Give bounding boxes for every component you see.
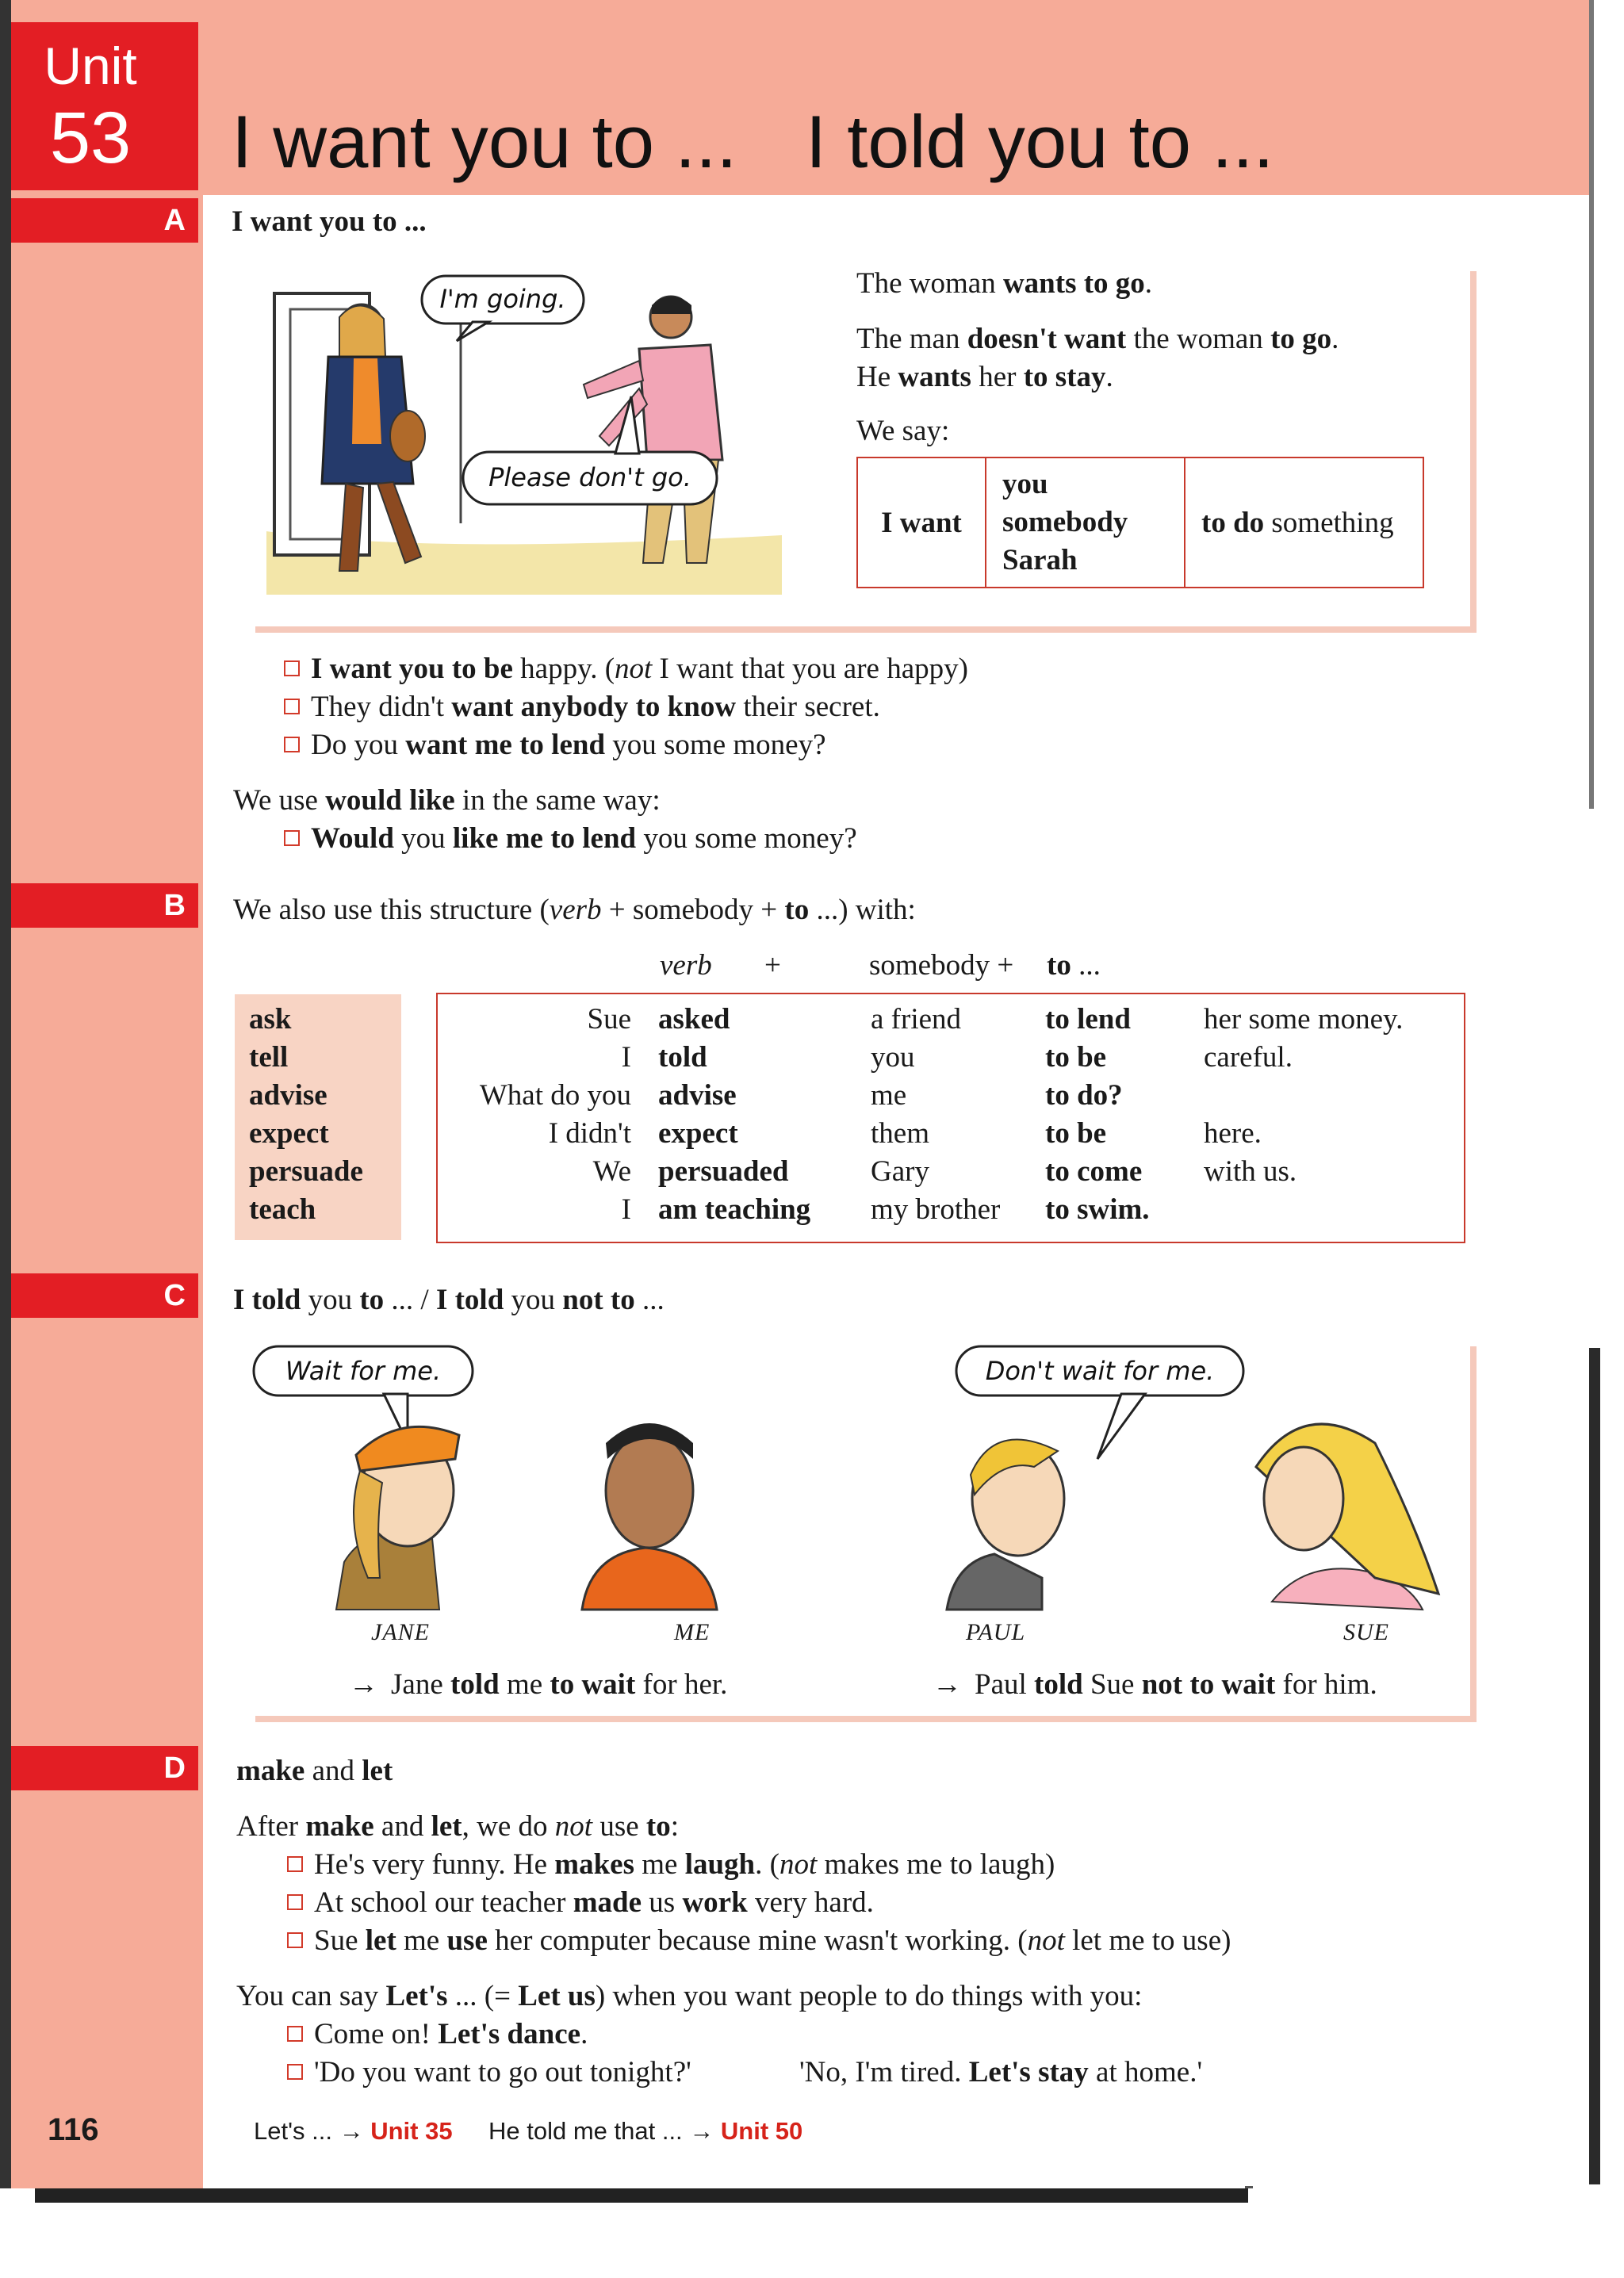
head-verb: verb (660, 949, 712, 982)
illustration-woman-leaving (266, 270, 790, 603)
section-d-heading: make and let (236, 1755, 393, 1787)
structure-table (856, 457, 1424, 588)
arrow-right-icon: → (933, 1667, 962, 1700)
right-edge-rule (1589, 1348, 1600, 2184)
bubble-text-going: I'm going. (439, 284, 566, 314)
checkbox-bullet-icon (284, 699, 300, 714)
desc-man-doesnt-want: The man doesn't want the woman to go. (856, 323, 1339, 355)
paul-figure-icon (947, 1439, 1064, 1610)
example-a-2: They didn't want anybody to know their secret. (284, 688, 880, 726)
example-d-5: 'Do you want to go out tonight?' (287, 2054, 691, 2092)
unit-label: Unit (44, 36, 137, 95)
example-d-3: Sue let me use her computer because mine wasn't working. (not let me to use) (287, 1922, 1231, 1960)
head-somebody: somebody + (869, 949, 1014, 982)
me-figure-icon (582, 1423, 717, 1610)
arrow-right-icon: → (349, 1667, 378, 1700)
checkbox-bullet-icon (287, 1856, 303, 1872)
table-col-to: to lend to be to do? to be to come to swim. (1045, 1003, 1150, 1226)
arrow-right-icon: → (339, 2117, 364, 2145)
lets-note: You can say Let's ... (= Let us) when you want people to do things with you: (236, 1980, 1143, 2012)
result-paul: → Paul told Sue not to wait for him. (933, 1667, 1377, 1701)
result-jane: → Jane told me to wait for her. (349, 1667, 728, 1701)
example-d-4: Come on! Let's dance. (287, 2016, 588, 2054)
bottom-rule-end (1245, 2186, 1253, 2188)
page-title-part2: I told you to ... (806, 100, 1274, 183)
bubble-text-please: Please don't go. (488, 462, 691, 492)
section-b-intro: We also use this structure (verb + somebody + to ...) with: (233, 894, 916, 926)
example-a-4: Would you like me to lend you some money? (284, 820, 857, 858)
example-d-5-reply: 'No, I'm tired. Let's stay at home.' (799, 2056, 1203, 2088)
man-figure-icon (584, 297, 722, 564)
jane-figure-icon (336, 1426, 459, 1610)
bubble-text-wait: Wait for me. (285, 1356, 442, 1386)
table-col-verb: asked told advise expect persuaded am teaching (658, 1003, 811, 1226)
arrow-right-icon: → (689, 2117, 714, 2145)
structure-i-want: I want (857, 458, 986, 588)
example-d-1: He's very funny. He makes me laugh. (not makes me to laugh) (287, 1846, 1055, 1884)
checkbox-bullet-icon (284, 830, 300, 846)
section-letter-a: A (163, 204, 186, 237)
example-a-1: I want you to be happy. (not I want that you are happy) (284, 650, 968, 688)
name-sue: SUE (1343, 1619, 1389, 1645)
bubble-text-dont: Don't wait for me. (985, 1356, 1215, 1386)
name-paul: PAUL (966, 1619, 1026, 1645)
section-letter-b: B (163, 889, 186, 922)
left-margin-band (11, 0, 203, 2188)
cross-reference-1[interactable]: Let's ... → Unit 35 (254, 2117, 453, 2145)
section-letter-d: D (163, 1752, 186, 1785)
head-plus: + (764, 949, 781, 982)
section-letter-c: C (163, 1279, 186, 1312)
unit-number: 53 (49, 98, 132, 178)
illustration-speakers (249, 1340, 1470, 1641)
checkbox-bullet-icon (287, 1894, 303, 1910)
sue-figure-icon (1256, 1424, 1438, 1610)
page-title-part1: I want you to ... (232, 100, 737, 183)
table-col-object: a friend you me them Gary my brother (871, 1003, 1001, 1226)
checkbox-bullet-icon (287, 2064, 303, 2080)
page-number: 116 (48, 2112, 99, 2147)
table-col-subject: Sue I What do you I didn't We I (479, 1003, 631, 1226)
structure-objects: you somebody Sarah (986, 458, 1185, 588)
example-a-3: Do you want me to lend you some money? (284, 726, 826, 764)
checkbox-bullet-icon (284, 737, 300, 752)
name-jane: JANE (371, 1619, 430, 1645)
example-d-2: At school our teacher made us work very hard. (287, 1884, 874, 1922)
checkbox-bullet-icon (287, 2026, 303, 2042)
structure-to-do: to do something (1185, 458, 1423, 588)
we-say-label: We say: (856, 415, 950, 447)
head-to: to ... (1047, 949, 1101, 982)
cross-reference-2[interactable]: He told me that ... → Unit 50 (488, 2117, 803, 2145)
would-like-note: We use would like in the same way: (233, 784, 661, 817)
section-a-heading: I want you to ... (232, 205, 427, 238)
checkbox-bullet-icon (287, 1932, 303, 1948)
desc-he-wants: He wants her to stay. (856, 361, 1113, 393)
verb-list: ask tell advise expect persuade teach (249, 1003, 363, 1226)
make-let-rule: After make and let, we do not use to: (236, 1810, 679, 1843)
left-edge-stripe (0, 0, 11, 2188)
right-edge-rule-top (1589, 0, 1594, 809)
name-me: ME (674, 1619, 710, 1645)
checkbox-bullet-icon (284, 660, 300, 676)
bottom-rule (35, 2188, 1248, 2203)
table-col-rest: her some money. careful. here. with us. (1204, 1003, 1404, 1188)
section-c-heading: I told you to ... / I told you not to ... (233, 1284, 665, 1316)
desc-woman-wants: The woman wants to go. (856, 267, 1153, 300)
